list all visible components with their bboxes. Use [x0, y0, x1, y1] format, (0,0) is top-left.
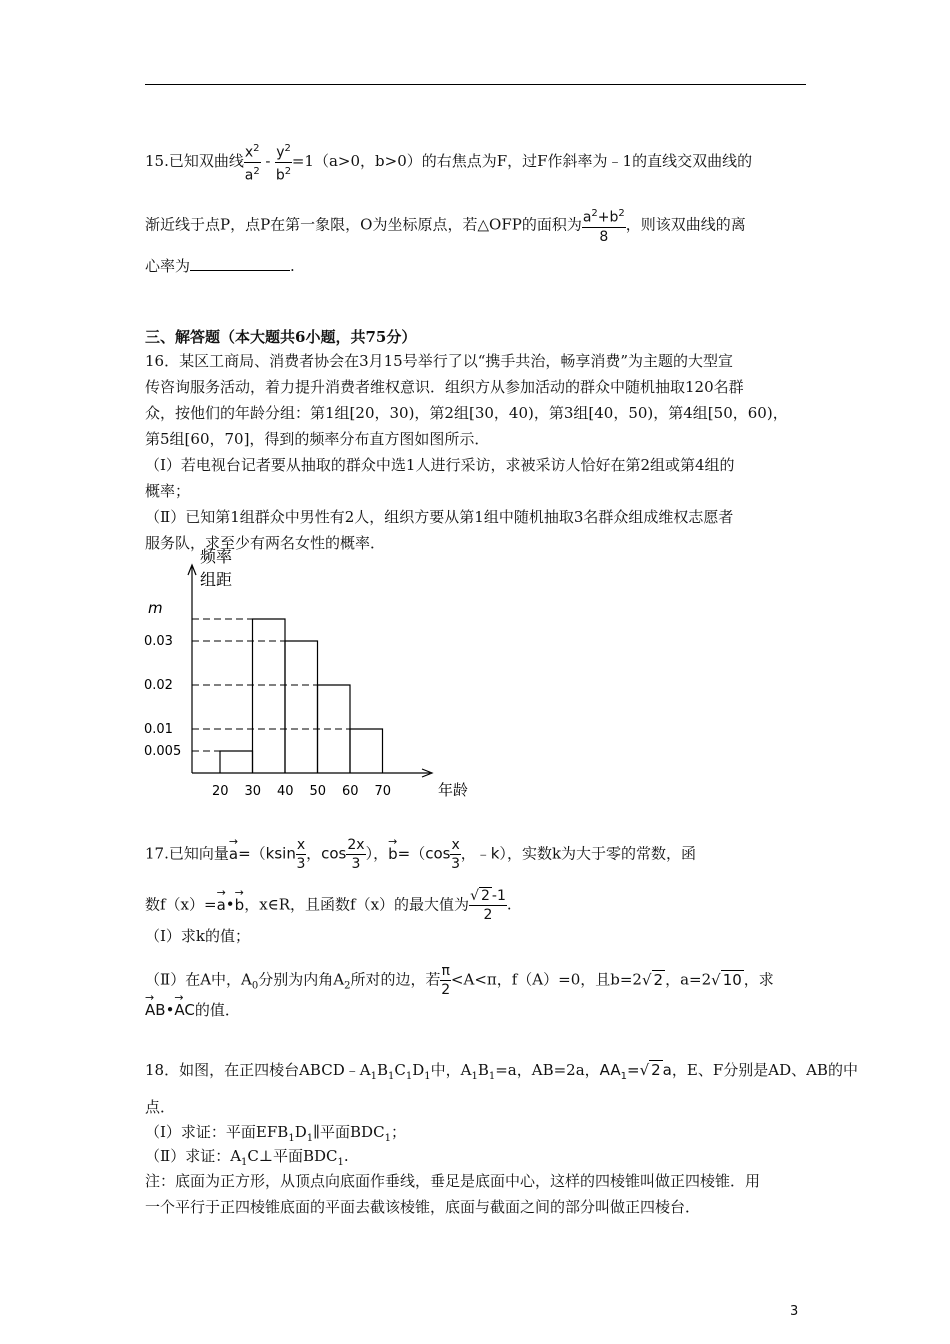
q18-part2: （Ⅱ）求证：$A_1C\perp$平面$BDC_1$. [145, 1147, 349, 1168]
header-rule [145, 84, 806, 85]
q17-part2-end: → AB•→ AC的值． [145, 1000, 240, 1020]
y-tick-label: m [148, 599, 163, 617]
x-tick-label: 30 [244, 784, 262, 799]
y-tick-label: 0.02 [144, 678, 173, 693]
fraction: $\frac{x^2}{a^2}$ [244, 140, 261, 184]
y-tick-label: 0.005 [144, 744, 182, 759]
fraction: $\frac{a^2+b^2}{8}$ [582, 205, 626, 246]
q18-line1: 18．如图，在正四棱台$ABCD﹣A_1B_1C_1D_1$中，$A_1B_1=a$，AB=2a，$AA_1=√$ 2 a，E、F分别是AD、AB的中 [145, 1061, 858, 1082]
q16-line: （Ⅰ）若电视台记者要从抽取的群众中选1人进行采访，求被采访人恰好在第2组或第4组的 [145, 456, 735, 474]
histogram-bar [285, 641, 318, 773]
q17-line1: 17.已知向量→ a=（ksin $\frac{x}{3}$ ，cos $\frac{2x}{3}$ ），→ b=（cos $\frac{x}{3}$ ，﹣k），实数k为大于零的常数，函 [145, 836, 696, 873]
q16-line: 服务队，求至少有两名女性的概率． [145, 534, 386, 552]
x-tick-label: 50 [309, 784, 327, 799]
q18-line2: 点． [145, 1098, 176, 1116]
y-tick-label: 0.03 [144, 634, 173, 649]
q17-line2: 数f（x）=→ a•→ b，x∈R，且函数f（x）的最大值为 $\frac{√ 2 -1}{2}$ . [145, 887, 512, 924]
q16-line: 传咨询服务活动，着力提升消费者维权意识．组织方从参加活动的群众中随机抽取120名群 [145, 378, 744, 396]
q18-note2: 一个平行于正四棱锥底面的平面去截该棱锥，底面与截面之间的部分叫做正四棱台． [145, 1198, 701, 1216]
x-tick-label: 20 [212, 784, 229, 799]
q18-note1: 注：底面为正方形，从顶点向底面作垂线，垂足是底面中心，这样的四棱锥叫做正四棱锥．用 [145, 1172, 761, 1190]
histogram-bar [318, 685, 351, 773]
histogram-bar [350, 729, 383, 773]
answer-blank[interactable] [190, 256, 290, 271]
q17-part2: （Ⅱ）在A中，$A_0$分别为内角$A_2$所对的边，若 $\frac{\pi}{2}$ <A<π，f（A）=0，且b=2√ 2 ，a=2√ 10 ，求 [145, 963, 774, 998]
x-tick-label: 70 [374, 784, 392, 799]
y-axis-title: 组距 [200, 570, 233, 589]
frequency-histogram [140, 545, 480, 800]
q18-part1: （Ⅰ）求证：平面$EFB_1D_1\parallel$平面$BDC_1$； [145, 1123, 406, 1144]
fraction: $\frac{y^2}{b^2}$ [275, 140, 292, 184]
x-axis-title: 年龄 [438, 781, 469, 799]
q17-part1: （Ⅰ）求k的值； [145, 927, 251, 945]
q16-line: （Ⅱ）已知第1组群众中男性有2人，组织方要从第1组中随机抽取3名群众组成维权志愿者 [145, 508, 734, 526]
q16-line: 16．某区工商局、消费者协会在3月15号举行了以“携手共治，畅享消费”为主题的大型宣 [145, 352, 734, 370]
q16-line: 第5组[60，70]，得到的频率分布直方图如图所示． [145, 430, 490, 448]
q16-line: 众，按他们的年龄分组：第1组[20，30)，第2组[30，40)，第3组[40，50)，第4组[50，60)， [145, 404, 788, 422]
y-tick-label: 0.01 [144, 722, 173, 737]
q15-line2: 渐近线于点P，点P在第一象限，O为坐标原点，若△OFP的面积为 $\frac{a^2+b^2}{8}$ ，则该双曲线的离 [145, 205, 746, 246]
q16-line: 概率； [145, 482, 191, 500]
x-tick-label: 60 [342, 784, 359, 799]
histogram-bar [253, 619, 286, 773]
x-tick-label: 40 [277, 784, 294, 799]
histogram-bar [220, 751, 253, 773]
q15-line1: 15.已知双曲线 $\frac{x^2}{a^2}$ - $\frac{y^2}{b^2}$ =1（a>0，b>0）的右焦点为F，过F作斜率为﹣1的直线交双曲线的 [145, 140, 752, 184]
q15-line3: 心率为 . [145, 257, 295, 275]
section-heading: 三、解答题（本大题共6小题，共75分） [145, 328, 417, 346]
page-number: 3 [790, 1304, 799, 1319]
y-axis-title: 频率 [200, 547, 233, 566]
